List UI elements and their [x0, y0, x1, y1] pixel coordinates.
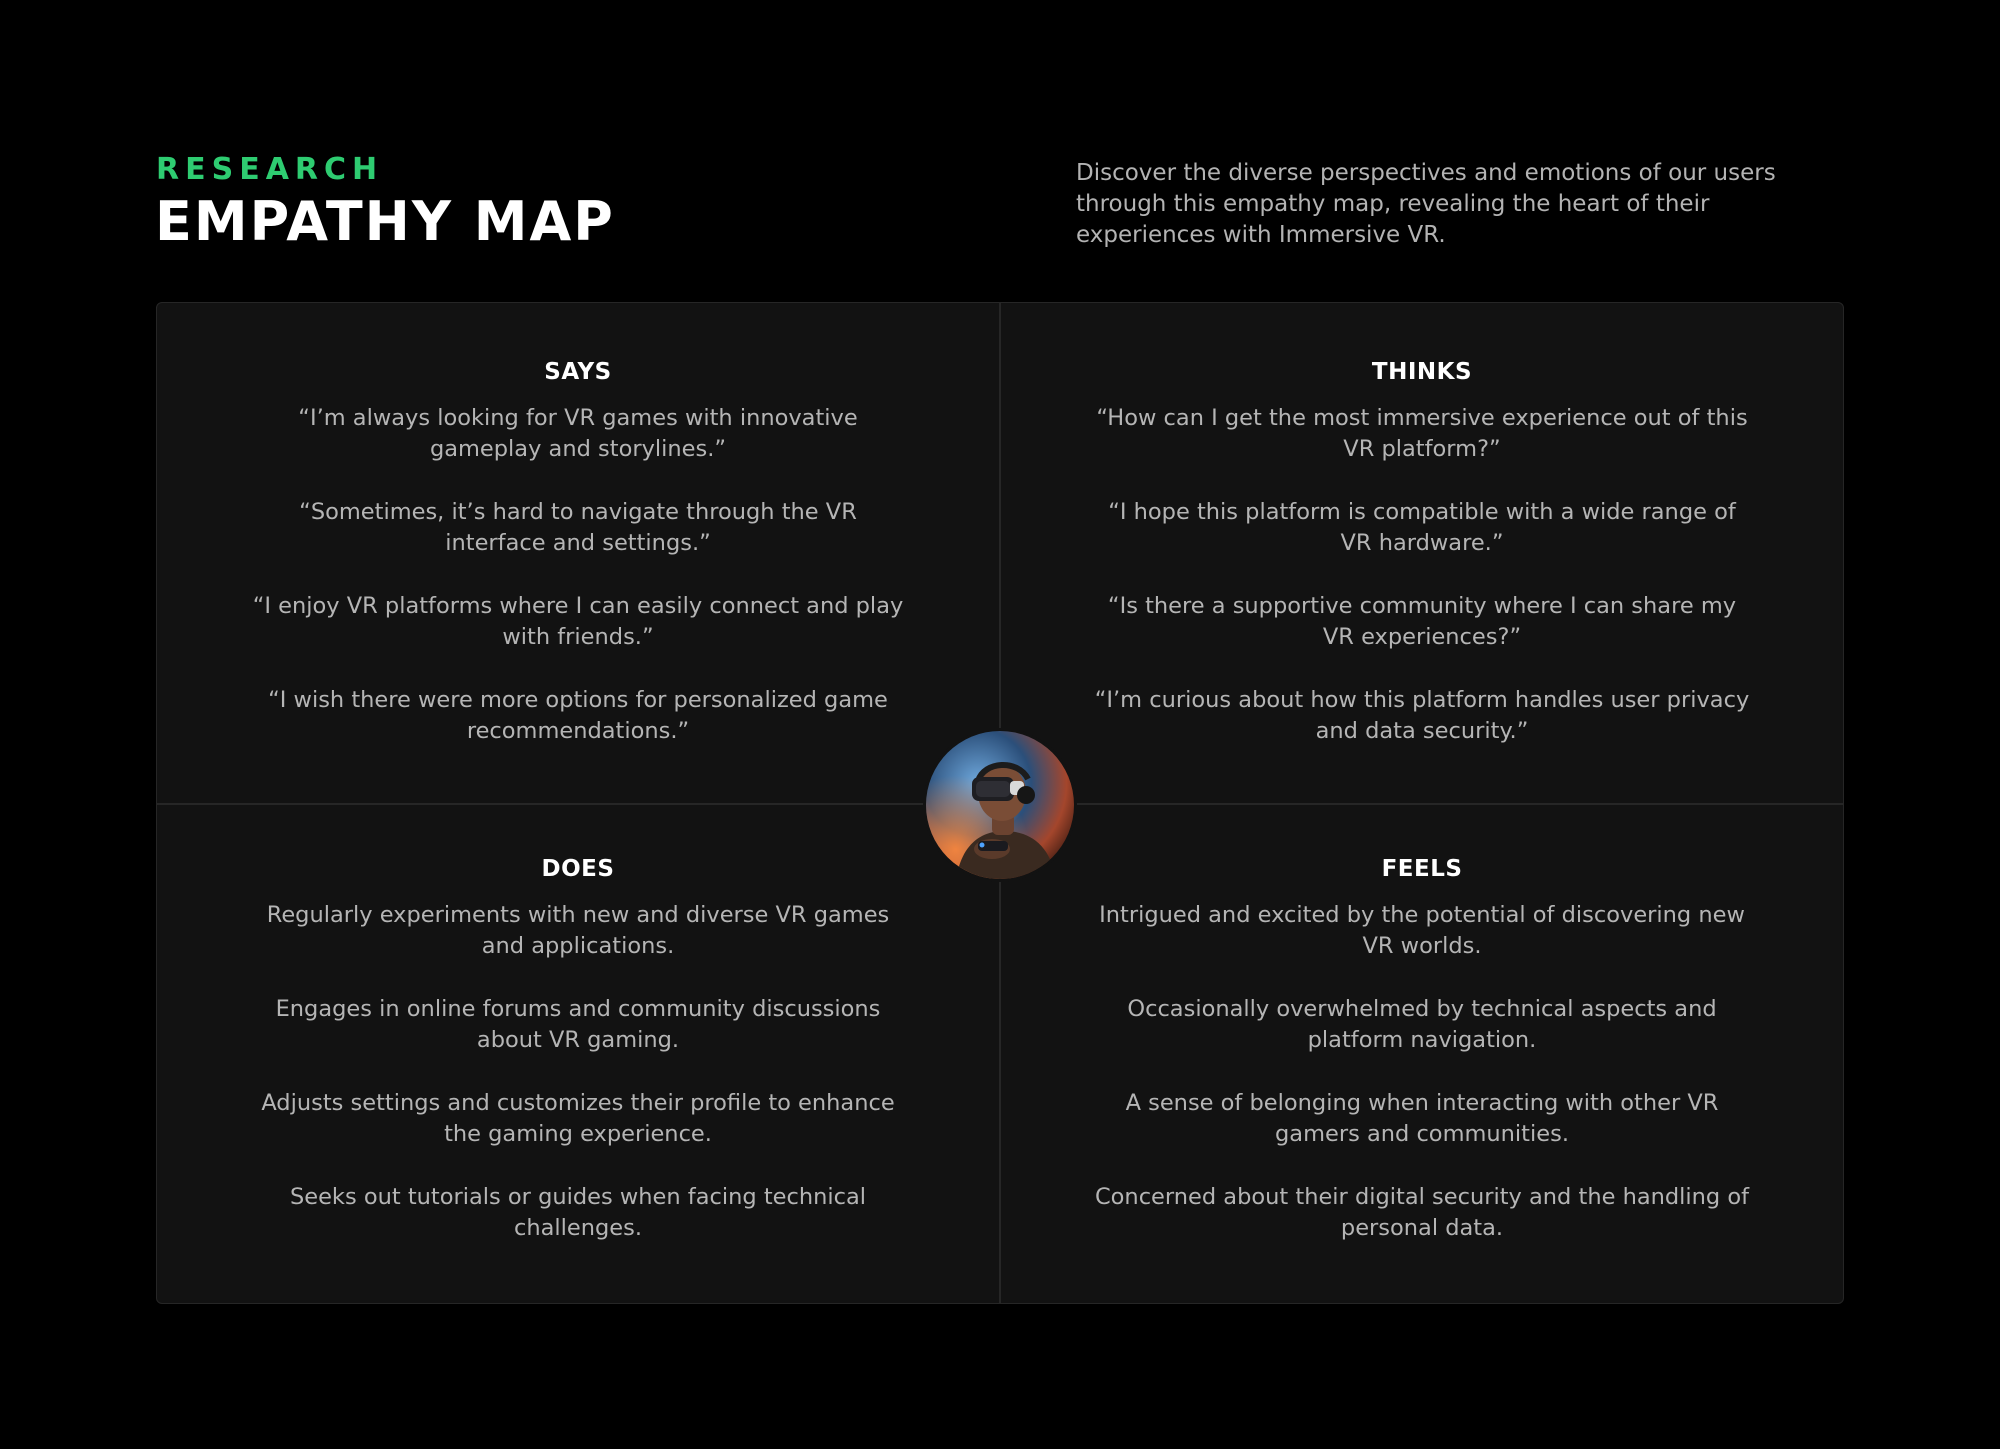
list-item: “I wish there were more options for personalized game recommendations.”: [268, 687, 888, 744]
intro-text: Discover the diverse perspectives and emotions of our users through this empathy map, revealing the heart of their experiences with Immersive VR.: [1076, 160, 1776, 248]
list-item: “I hope this platform is compatible with a wide range of VR hardware.”: [1108, 499, 1736, 556]
quadrant-heading-says: SAYS: [544, 359, 612, 385]
list-item: Occasionally overwhelmed by technical aspects and platform navigation.: [1127, 996, 1717, 1053]
list-item: Concerned about their digital security and the handling of personal data.: [1094, 1184, 1750, 1241]
list-item: Regularly experiments with new and diverse VR games and applications.: [266, 902, 890, 959]
thinks-list: [1091, 403, 1753, 747]
list-item: “How can I get the most immersive experience out of this VR platform?”: [1096, 405, 1748, 462]
quadrant-does: [157, 856, 999, 1276]
list-item: Adjusts settings and customizes their profile to enhance the gaming experience.: [261, 1090, 895, 1147]
list-item: “Sometimes, it’s hard to navigate through the VR interface and settings.”: [299, 499, 857, 556]
list-item: Intrigued and excited by the potential of discovering new VR worlds.: [1099, 902, 1745, 959]
list-item: “Is there a supportive community where I can share my VR experiences?”: [1107, 593, 1737, 650]
list-item: “I’m always looking for VR games with innovative gameplay and storylines.”: [298, 405, 858, 462]
list-item: Engages in online forums and community discussions about VR gaming.: [275, 996, 881, 1053]
quadrant-thinks: [1001, 359, 1843, 779]
vr-gamer-avatar-icon: [926, 731, 1074, 879]
list-item: A sense of belonging when interacting with other VR gamers and communities.: [1125, 1090, 1719, 1147]
page-title: EMPATHY MAP: [155, 190, 615, 253]
eyebrow-label: RESEARCH: [156, 152, 384, 187]
says-list: [247, 403, 909, 747]
quadrant-heading-feels: FEELS: [1381, 856, 1463, 882]
list-item: “I enjoy VR platforms where I can easily connect and play with friends.”: [252, 593, 904, 650]
list-item: “I’m curious about how this platform handles user privacy and data security.”: [1094, 687, 1750, 744]
quadrant-says: [157, 359, 999, 779]
quadrant-heading-does: DOES: [541, 856, 615, 882]
feels-list: [1091, 900, 1753, 1244]
quadrant-heading-thinks: THINKS: [1371, 359, 1473, 385]
list-item: Seeks out tutorials or guides when facing technical challenges.: [289, 1184, 867, 1241]
does-list: [247, 900, 909, 1244]
quadrant-feels: [1001, 856, 1843, 1276]
avatar-illustration: [926, 731, 1074, 879]
